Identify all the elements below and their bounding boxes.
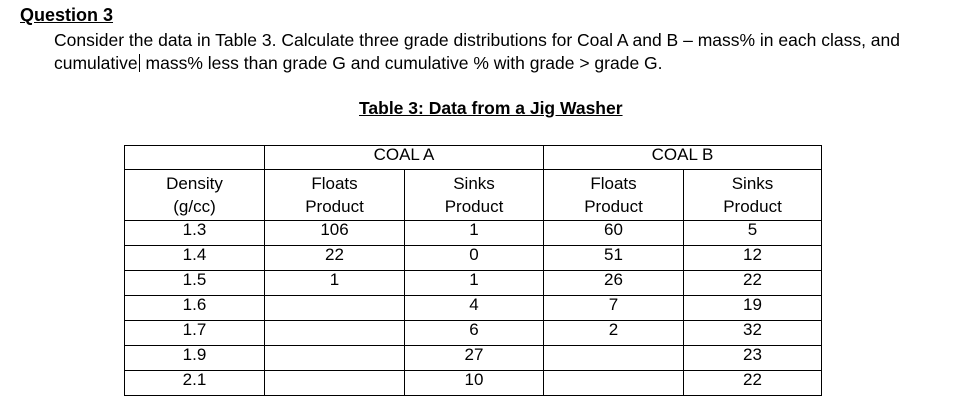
cell-coal-a-floats: 106 <box>265 221 405 246</box>
column-header-line1: Floats <box>590 174 637 193</box>
cell-coal-a-sinks: 1 <box>405 221 544 246</box>
cell-coal-a-sinks: 6 <box>405 321 544 346</box>
cell-density: 1.6 <box>125 296 265 321</box>
cell-coal-b-sinks: 32 <box>684 321 822 346</box>
cell-density: 1.9 <box>125 346 265 371</box>
cell-coal-b-sinks: 5 <box>684 221 822 246</box>
cell-coal-b-floats <box>544 346 684 371</box>
group-header-coal-a: COAL A <box>265 146 544 170</box>
cell-coal-a-sinks: 4 <box>405 296 544 321</box>
table-row <box>125 221 822 246</box>
jig-washer-table <box>124 145 822 396</box>
cell-coal-b-floats: 2 <box>544 321 684 346</box>
column-header-coal-a-floats <box>265 170 405 221</box>
question-text-part2: mass% less than grade G and cumulative % with grade > grade G. <box>140 53 663 73</box>
column-header-line2: Product <box>723 197 782 216</box>
cell-coal-b-sinks: 23 <box>684 346 822 371</box>
table-row <box>125 321 822 346</box>
cell-density: 1.3 <box>125 221 265 246</box>
question-text-part1: Consider the data in Table 3. Calculate three grade distributions for Coal A and B – mass% in each class, and cumulative <box>54 30 901 73</box>
column-header-line1: Floats <box>311 174 358 193</box>
column-header-line2: (g/cc) <box>173 197 216 216</box>
cell-density: 1.4 <box>125 246 265 271</box>
table-body <box>125 221 822 396</box>
column-header-coal-b-floats <box>544 170 684 221</box>
cell-coal-b-floats <box>544 371 684 396</box>
cell-coal-b-floats: 26 <box>544 271 684 296</box>
cell-coal-b-sinks: 12 <box>684 246 822 271</box>
cell-density: 1.5 <box>125 271 265 296</box>
group-header-coal-b: COAL B <box>544 146 822 170</box>
cell-coal-a-floats <box>265 296 405 321</box>
cell-coal-a-floats <box>265 371 405 396</box>
column-header-row <box>125 170 822 221</box>
cell-coal-b-floats: 7 <box>544 296 684 321</box>
table-caption: Table 3: Data from a Jig Washer <box>359 98 623 118</box>
column-header-line2: Product <box>584 197 643 216</box>
cell-density: 1.7 <box>125 321 265 346</box>
cell-coal-b-sinks: 19 <box>684 296 822 321</box>
cell-coal-b-sinks: 22 <box>684 371 822 396</box>
column-header-density <box>125 170 265 221</box>
cell-coal-a-sinks: 27 <box>405 346 544 371</box>
column-header-coal-a-sinks <box>405 170 544 221</box>
group-header-empty <box>125 146 265 170</box>
cell-coal-b-sinks: 22 <box>684 271 822 296</box>
column-header-line2: Product <box>305 197 364 216</box>
table-row <box>125 346 822 371</box>
group-header-row <box>125 146 822 170</box>
cell-coal-b-floats: 60 <box>544 221 684 246</box>
cell-coal-a-sinks: 0 <box>405 246 544 271</box>
cell-density: 2.1 <box>125 371 265 396</box>
cell-coal-a-floats <box>265 346 405 371</box>
text-cursor <box>139 54 140 72</box>
column-header-line1: Sinks <box>453 174 495 193</box>
question-heading: Question 3 <box>20 5 114 25</box>
column-header-line2: Product <box>444 197 504 216</box>
cell-coal-a-floats: 1 <box>265 271 405 296</box>
table-row <box>125 271 822 296</box>
column-header-line1: Density <box>166 174 223 193</box>
column-header-coal-b-sinks <box>684 170 822 221</box>
question-text <box>54 29 954 75</box>
cell-coal-a-floats: 22 <box>265 246 405 271</box>
cell-coal-a-floats <box>265 321 405 346</box>
table-row <box>125 246 822 271</box>
column-header-line1: Sinks <box>731 174 774 193</box>
table-row <box>125 371 822 396</box>
table-row <box>125 296 822 321</box>
cell-coal-a-sinks: 10 <box>405 371 544 396</box>
cell-coal-b-floats: 51 <box>544 246 684 271</box>
cell-coal-a-sinks: 1 <box>405 271 544 296</box>
